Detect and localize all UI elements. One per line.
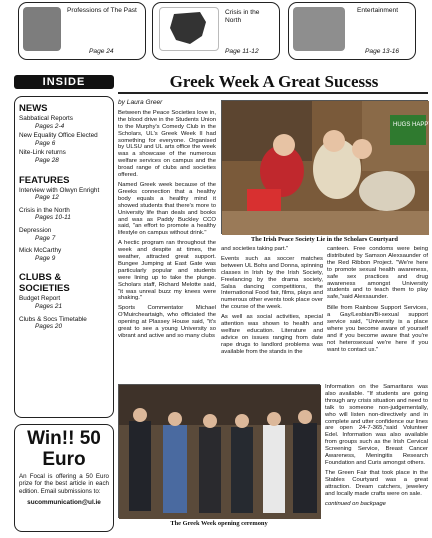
section-heading: CLUBS & SOCIETIES	[19, 272, 70, 295]
article-column-1	[118, 100, 216, 430]
item-page: Page 7	[35, 234, 56, 242]
section-heading: NEWS	[19, 103, 48, 114]
item-page: Pages 20	[35, 323, 63, 331]
teaser-entertainment[interactable]	[288, 2, 416, 60]
article-paragraph: Named Greek week because of the Greeks connection that a healthy body equals a healthy mind it showed students that there's more to University life than deals and books and was as Paddy Buckley CCO said, "an effort to promote a healthy lifestyle on campus without drink."	[118, 181, 216, 237]
article-column-3	[327, 246, 428, 382]
item-title: Sabbatical Reports	[19, 115, 73, 122]
competition-body: An Focal is offering a 50 Euro prize for the best article in each edition. Email submissions to:	[19, 473, 109, 495]
item-page: Pages 21	[35, 302, 63, 310]
article-paragraph: and societies taking part."	[221, 246, 289, 252]
section-clubs	[19, 272, 109, 330]
contents-item[interactable]	[19, 132, 109, 147]
item-title: Budget Report	[19, 295, 61, 303]
section-news	[19, 103, 109, 165]
article-column-4	[325, 384, 428, 534]
item-title: New Equality Office Elected	[19, 132, 98, 140]
contents-item[interactable]	[19, 247, 109, 262]
item-title: Clubs & Socs Timetable	[19, 315, 87, 323]
contents-sidebar	[14, 96, 114, 418]
article-paragraph: The Green Fair that took place in the Stables Courtyard was a great attraction. Dream catchers, jewelery and locally made crafts were on sale.	[325, 469, 428, 497]
continued-note[interactable]: continued on backpage	[325, 500, 386, 507]
teaser-page: Page 13-16	[365, 48, 400, 55]
section-features	[19, 175, 109, 263]
article-paragraph: Bille from Rainbow Support Services, a Gay/Lesbian/Bi-sexual support service said, "University is a place where you become aware of yourself and if you become aware that you're not heterosexual we're here if you want to contact us."	[327, 305, 428, 353]
photo-caption: The Greek Week opening ceremony	[170, 520, 268, 527]
inside-label: INSIDE	[14, 75, 114, 89]
article-paragraph: A hectic program ran throughout the week and despite at times, the weather, attracted great support. Bungee Jumping at East Gate was particularly popular and students were lining up to take the plunge. Scholars staff, Richard Melotte said, "it was unreal buzz my knees were shaking."	[118, 240, 216, 302]
article-paragraph: Sports Commentator Michael O'Muircheartaigh, who officiated the opening at Plassey House said, "it's great to see a young University so vibrant and active and so many clubs	[118, 305, 216, 339]
article-paragraph: canteen. Free condoms were being distributed by Samson Alexsaunder of the Red Ribbon Project. "We're here to promote sexual health awareness, safe sex practices and drug awareness amongst University students and to teach them to play safe,"said Alexsaunder.	[327, 246, 428, 301]
competition-title: Win!! 50 Euro	[27, 428, 101, 470]
teaser-title: Crisis in the North	[225, 9, 260, 24]
competition-email-link[interactable]: sucommunication@ul.ie	[27, 499, 101, 507]
article-column-2	[221, 246, 323, 382]
item-page: Page 6	[35, 139, 56, 147]
item-title: Nite-Link returns	[19, 149, 66, 157]
teaser-title: Professions of The Past	[67, 7, 137, 14]
teaser-title: Entertainment	[357, 7, 399, 14]
teaser-page: Page 24	[89, 48, 114, 55]
photo-caption: The Irish Peace Society Lie in the Scholars Courtyard	[251, 236, 398, 243]
article-paragraph: Between the Peace Societies love in, the blood drive in the Students Union to the Murphy's Comedy Club in the Scholars, UL's Greek Week II had something for everyone. Organised by ULSU and UL arts office the week was a showcase of the numerous welfare services on campus and the broad range of clubs and societies offered.	[118, 109, 216, 179]
item-page: Page 28	[35, 156, 59, 164]
contents-item[interactable]	[19, 115, 109, 130]
teaser-photo	[293, 7, 345, 51]
article-paragraph: As well as social activities, special attention was shown to health and welfare education. Literature and advice on issues ranging from date rape drugs to landlord problems was available from the stands in the	[221, 314, 323, 355]
article-paragraph: Events such as soccer matches between UL Bohs and Donna, spinning classes in Irish by the Irish Society, Freelancing by the drama society, Salsa dancing competitions, the International Food fair, films, plays and numerous other events took place over the course of the week.	[221, 255, 323, 311]
contents-item[interactable]	[19, 227, 109, 242]
headline: Greek Week A Great Sucesss	[169, 72, 379, 91]
item-title: Interview with Olwyn Enright	[19, 186, 100, 194]
teaser-photo	[23, 7, 61, 51]
peace-society-photo	[221, 100, 432, 234]
item-page: Pages 10-11	[35, 214, 71, 222]
article-paragraph: Information on the Samaritans was also available. "If students are going through any crisis situation and need to talk to someone non-judgementally, who will listen non-directively and in complete and utter confidence our lines are open 24-7-365,"said Volunteer Edel. Information was also available from groups such as the Irish Cervical Screening Service, Breast Cancer Awareness, Meningitis Research Foundation and Curis amongst others.	[325, 384, 428, 466]
contents-item[interactable]	[19, 316, 109, 331]
teaser-crisis[interactable]	[152, 2, 280, 60]
teaser-map	[159, 7, 219, 51]
hugs-sign-text: HUGS HAPPY	[393, 122, 432, 128]
item-title: Mick McCarthy	[19, 247, 62, 255]
section-heading: FEATURES	[19, 174, 70, 186]
opening-ceremony-photo	[118, 384, 320, 518]
competition-box	[14, 424, 114, 532]
headline-rule	[118, 92, 428, 94]
teaser-page: Page 11-12	[225, 48, 259, 55]
contents-item[interactable]	[19, 207, 109, 222]
contents-item[interactable]	[19, 187, 109, 202]
item-page: Page 12	[35, 194, 59, 202]
item-page: Page 9	[35, 254, 56, 262]
contents-item[interactable]	[19, 295, 109, 310]
item-page: Pages 2-4	[35, 122, 65, 130]
item-title: Depression	[19, 226, 52, 234]
teaser-professions[interactable]	[18, 2, 146, 60]
byline: by Laura Greer	[118, 99, 163, 106]
contents-item[interactable]	[19, 149, 109, 164]
item-title: Crisis in the North	[19, 206, 70, 214]
